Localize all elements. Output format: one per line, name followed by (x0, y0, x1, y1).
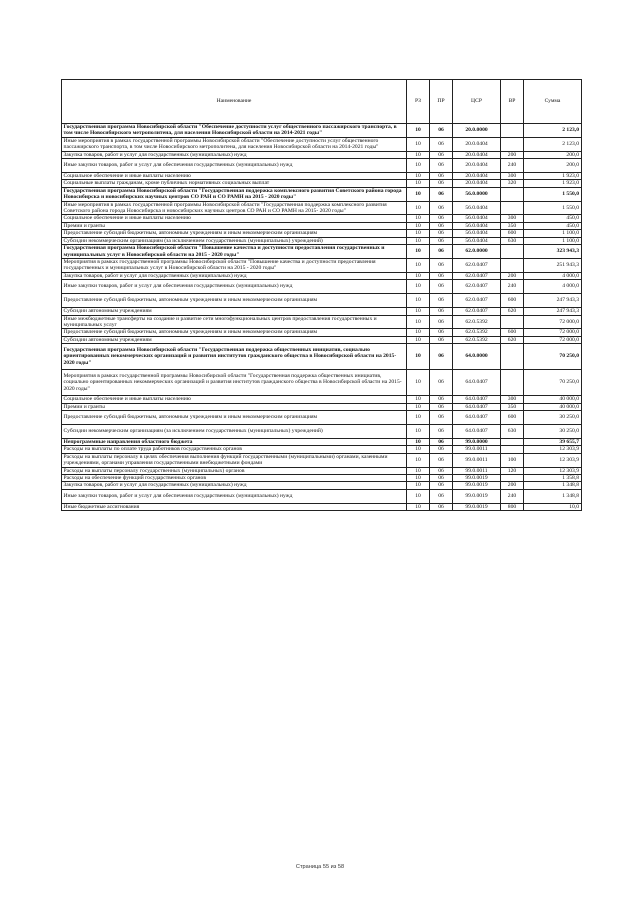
cell-name: Субсидии некоммерческим организациям (за исключением государственных (муниципальных) учреждений) (62, 237, 407, 244)
cell-csr: 56.0.0404 (453, 201, 501, 215)
cell-name: Иные мероприятия в рамках государственной программы Новосибирской области "Обеспечение доступности услуг общественного пассажирского транспорта, в том числе Новосибирского метрополитена, для населения Новосибирской области на 2014-2021 годы" (62, 137, 407, 151)
cell-rz: 10 (407, 410, 430, 424)
cell-pr: 06 (430, 489, 453, 503)
cell-name: Расходы на выплаты по оплате труда работников государственных органов (62, 446, 407, 453)
cell-sum: 1 348,8 (524, 482, 582, 489)
cell-pr: 06 (430, 424, 453, 438)
cell-vr (501, 187, 524, 201)
cell-vr (501, 344, 524, 370)
cell-csr: 99.0.0011 (453, 467, 501, 474)
cell-csr: 62.0.0000 (453, 245, 501, 259)
cell-vr (501, 370, 524, 396)
cell-sum: 12 303,9 (524, 467, 582, 474)
cell-csr: 99.0.0019 (453, 475, 501, 482)
table-row (62, 201, 582, 215)
cell-pr: 06 (430, 475, 453, 482)
header-vr: ВР (501, 80, 524, 124)
table-row (62, 258, 582, 272)
table-row (62, 503, 582, 510)
table-row (62, 180, 582, 187)
cell-csr: 62.0.0407 (453, 272, 501, 279)
cell-name: Государственная программа Новосибирской области "Обеспечение доступности услуг общественного пассажирского транспорта, в том числе Новосибирского метрополитена, для населения Новосибирской области на 2014-2021 годы" (62, 124, 407, 138)
cell-sum: 1 358,8 (524, 475, 582, 482)
cell-name: Социальное обеспечение и иные выплаты населению (62, 173, 407, 180)
cell-sum: 10,0 (524, 503, 582, 510)
cell-rz: 10 (407, 201, 430, 215)
cell-name: Премии и гранты (62, 403, 407, 410)
cell-sum: 450,0 (524, 215, 582, 222)
cell-rz: 10 (407, 280, 430, 294)
cell-csr: 20.0.0404 (453, 180, 501, 187)
cell-name: Непрограммные направления областного бюджета (62, 438, 407, 445)
cell-name: Предоставление субсидий бюджетным, автономным учреждениям и иным некоммерческим организациям (62, 230, 407, 237)
table-row (62, 403, 582, 410)
cell-rz: 10 (407, 159, 430, 173)
cell-rz: 10 (407, 475, 430, 482)
cell-pr: 06 (430, 438, 453, 445)
cell-sum: 70 250,0 (524, 370, 582, 396)
cell-vr: 600 (501, 294, 524, 308)
cell-name: Субсидии некоммерческим организациям (за исключением государственных (муниципальных) учреждений) (62, 424, 407, 438)
cell-csr: 20.0.0404 (453, 159, 501, 173)
table-row (62, 467, 582, 474)
cell-rz: 10 (407, 308, 430, 315)
cell-vr (501, 245, 524, 259)
header-sum: Сумма (524, 80, 582, 124)
cell-pr: 06 (430, 237, 453, 244)
cell-sum: 1 550,0 (524, 201, 582, 215)
table-row (62, 245, 582, 259)
cell-pr: 06 (430, 329, 453, 336)
cell-vr: 630 (501, 237, 524, 244)
cell-pr: 06 (430, 344, 453, 370)
cell-pr: 06 (430, 453, 453, 467)
cell-vr (501, 475, 524, 482)
cell-sum: 1 923,0 (524, 173, 582, 180)
cell-csr: 99.0.0019 (453, 482, 501, 489)
cell-csr: 99.0.0000 (453, 438, 501, 445)
cell-vr: 240 (501, 489, 524, 503)
cell-rz: 10 (407, 344, 430, 370)
cell-sum: 2 123,0 (524, 137, 582, 151)
cell-sum: 1 550,0 (524, 187, 582, 201)
cell-pr: 06 (430, 245, 453, 259)
cell-rz: 10 (407, 222, 430, 229)
cell-csr: 56.0.0404 (453, 215, 501, 222)
table-row (62, 124, 582, 138)
table-row (62, 446, 582, 453)
table-row (62, 315, 582, 329)
table-row (62, 453, 582, 467)
header-csr: ЦСР (453, 80, 501, 124)
cell-rz: 10 (407, 424, 430, 438)
header-name: Наименование (62, 80, 407, 124)
table-row (62, 230, 582, 237)
table-row (62, 308, 582, 315)
cell-pr: 06 (430, 272, 453, 279)
cell-name: Государственная программа Новосибирской области "Государственная поддержка общественных инициатив, социально ориентированных некоммерческих организаций и развития институтов гражданского общества в Новосибирской области на 2015-2020 годы" (62, 344, 407, 370)
cell-name: Социальные выплаты гражданам, кроме публичных нормативных социальных выплат (62, 180, 407, 187)
cell-rz: 10 (407, 453, 430, 467)
cell-rz: 10 (407, 489, 430, 503)
table-row (62, 222, 582, 229)
table-row (62, 438, 582, 445)
cell-vr: 300 (501, 173, 524, 180)
cell-sum: 70 250,0 (524, 344, 582, 370)
cell-csr: 62.0.5392 (453, 336, 501, 343)
cell-sum: 251 943,3 (524, 258, 582, 272)
cell-pr: 06 (430, 308, 453, 315)
table-row (62, 294, 582, 308)
cell-rz: 10 (407, 272, 430, 279)
cell-csr: 56.0.0404 (453, 222, 501, 229)
cell-csr: 20.0.0404 (453, 137, 501, 151)
cell-sum: 4 000,0 (524, 280, 582, 294)
cell-pr: 06 (430, 137, 453, 151)
cell-vr: 300 (501, 396, 524, 403)
table-row (62, 370, 582, 396)
cell-rz: 10 (407, 173, 430, 180)
cell-sum: 1 923,0 (524, 180, 582, 187)
table-row (62, 489, 582, 503)
cell-csr: 62.0.0407 (453, 308, 501, 315)
cell-rz: 10 (407, 137, 430, 151)
cell-vr: 240 (501, 159, 524, 173)
cell-pr: 06 (430, 396, 453, 403)
cell-csr: 62.0.0407 (453, 280, 501, 294)
cell-csr: 99.0.0019 (453, 489, 501, 503)
cell-name: Предоставление субсидий бюджетным, автономным учреждениям и иным некоммерческим организациям (62, 410, 407, 424)
cell-name: Государственная программа Новосибирской области "Государственная поддержка комплексного развития Советского района города Новосибирска и новосибирских научных центров СО РАН и СО РАМН на 2015 - 2020 годы" (62, 187, 407, 201)
cell-name: Иные межбюджетные трансферты на создание и развитие сети многофункциональных центров предоставления государственных и муниципальных услуг (62, 315, 407, 329)
table-row (62, 159, 582, 173)
table-row (62, 410, 582, 424)
cell-csr: 64.0.0407 (453, 370, 501, 396)
cell-rz: 10 (407, 230, 430, 237)
cell-name: Иные закупки товаров, работ и услуг для обеспечения государственных (муниципальных) нужд (62, 159, 407, 173)
cell-vr (501, 315, 524, 329)
cell-csr: 64.0.0000 (453, 344, 501, 370)
cell-csr: 64.0.0407 (453, 396, 501, 403)
cell-csr: 64.0.0407 (453, 424, 501, 438)
table-row (62, 482, 582, 489)
cell-vr: 240 (501, 280, 524, 294)
cell-vr: 600 (501, 230, 524, 237)
cell-csr: 62.0.5392 (453, 329, 501, 336)
cell-pr: 06 (430, 159, 453, 173)
cell-name: Закупка товаров, работ и услуг для государственных (муниципальных) нужд (62, 151, 407, 158)
cell-sum: 247 943,3 (524, 308, 582, 315)
cell-csr: 62.0.5392 (453, 315, 501, 329)
cell-vr (501, 258, 524, 272)
cell-vr: 800 (501, 503, 524, 510)
table-row (62, 280, 582, 294)
table-row (62, 151, 582, 158)
cell-csr: 64.0.0407 (453, 410, 501, 424)
table-row (62, 344, 582, 370)
cell-csr: 56.0.0404 (453, 237, 501, 244)
table-row (62, 336, 582, 343)
cell-rz: 10 (407, 294, 430, 308)
budget-table-container (61, 79, 581, 511)
page-number: Страница 55 из 58 (295, 864, 345, 870)
cell-vr: 200 (501, 482, 524, 489)
cell-rz: 10 (407, 180, 430, 187)
table-body (62, 124, 582, 511)
cell-rz: 10 (407, 438, 430, 445)
cell-sum: 200,0 (524, 159, 582, 173)
budget-table (61, 79, 582, 511)
cell-name: Субсидии автономным учреждениям (62, 308, 407, 315)
cell-vr: 620 (501, 336, 524, 343)
cell-csr: 99.0.0011 (453, 453, 501, 467)
cell-vr: 200 (501, 151, 524, 158)
cell-rz: 10 (407, 503, 430, 510)
cell-rz: 10 (407, 124, 430, 138)
cell-pr: 06 (430, 403, 453, 410)
cell-sum: 1 348,8 (524, 489, 582, 503)
cell-pr: 06 (430, 315, 453, 329)
cell-sum: 72 000,0 (524, 336, 582, 343)
cell-sum: 1 100,0 (524, 230, 582, 237)
cell-rz: 10 (407, 245, 430, 259)
cell-sum: 323 943,3 (524, 245, 582, 259)
cell-csr: 99.0.0019 (453, 503, 501, 510)
cell-pr: 06 (430, 336, 453, 343)
table-row (62, 187, 582, 201)
cell-pr: 06 (430, 180, 453, 187)
header-pr: ПР (430, 80, 453, 124)
cell-name: Социальное обеспечение и иные выплаты населению (62, 215, 407, 222)
cell-vr: 620 (501, 308, 524, 315)
cell-name: Субсидии автономным учреждениям (62, 336, 407, 343)
cell-pr: 06 (430, 370, 453, 396)
cell-vr: 350 (501, 403, 524, 410)
cell-pr: 06 (430, 187, 453, 201)
table-row (62, 424, 582, 438)
cell-sum: 40 000,0 (524, 396, 582, 403)
cell-pr: 06 (430, 215, 453, 222)
cell-vr: 100 (501, 453, 524, 467)
cell-sum: 30 250,0 (524, 424, 582, 438)
cell-csr: 20.0.0404 (453, 173, 501, 180)
cell-rz: 10 (407, 315, 430, 329)
table-row (62, 475, 582, 482)
cell-pr: 06 (430, 201, 453, 215)
cell-name: Предоставление субсидий бюджетным, автономным учреждениям и иным некоммерческим организациям (62, 294, 407, 308)
cell-rz: 10 (407, 370, 430, 396)
cell-name: Государственная программа Новосибирской области "Повышение качества и доступности предоставления государственных и муниципальных услуг в Новосибирской области на 2015 - 2020 годы" (62, 245, 407, 259)
cell-rz: 10 (407, 258, 430, 272)
table-row (62, 237, 582, 244)
cell-sum: 200,0 (524, 151, 582, 158)
cell-csr: 20.0.0404 (453, 151, 501, 158)
cell-sum: 72 000,0 (524, 315, 582, 329)
cell-pr: 06 (430, 173, 453, 180)
cell-pr: 06 (430, 258, 453, 272)
cell-csr: 56.0.0404 (453, 230, 501, 237)
cell-vr: 600 (501, 329, 524, 336)
cell-vr: 320 (501, 180, 524, 187)
cell-name: Социальное обеспечение и иные выплаты населению (62, 396, 407, 403)
cell-name: Иные закупки товаров, работ и услуг для обеспечения государственных (муниципальных) нужд (62, 489, 407, 503)
cell-rz: 10 (407, 215, 430, 222)
cell-sum: 72 000,0 (524, 329, 582, 336)
table-row (62, 329, 582, 336)
cell-name: Мероприятия в рамках государственной программы Новосибирской области "Повышение качества и доступности предоставления государственных и муниципальных услуг в Новосибирской области на 2015 - 2020 годы" (62, 258, 407, 272)
cell-name: Расходы на выплаты персоналу в целях обеспечения выполнения функций государственными (муниципальными) органами, казенными учреждениями, органами управления государственными внебюджетными фондами (62, 453, 407, 467)
cell-pr: 06 (430, 410, 453, 424)
cell-rz: 10 (407, 482, 430, 489)
cell-name: Закупка товаров, работ и услуг для государственных (муниципальных) нужд (62, 482, 407, 489)
cell-name: Мероприятия в рамках государственной программы Новосибирской области "Государственная поддержка общественных инициатив, социально ориентированных некоммерческих организаций и развития институтов гражданского общества в Новосибирской области на 2015-2020 годы" (62, 370, 407, 396)
cell-name: Закупка товаров, работ и услуг для государственных (муниципальных) нужд (62, 272, 407, 279)
cell-vr (501, 438, 524, 445)
cell-pr: 06 (430, 294, 453, 308)
cell-rz: 10 (407, 329, 430, 336)
cell-name: Расходы на выплаты персоналу государственных (муниципальных) органов (62, 467, 407, 474)
cell-csr: 56.0.0000 (453, 187, 501, 201)
cell-csr: 62.0.0407 (453, 258, 501, 272)
cell-vr: 600 (501, 410, 524, 424)
cell-rz: 10 (407, 403, 430, 410)
table-row (62, 173, 582, 180)
cell-vr (501, 446, 524, 453)
cell-rz: 10 (407, 237, 430, 244)
cell-name: Расходы на обеспечение функций государственных органов (62, 475, 407, 482)
cell-pr: 06 (430, 280, 453, 294)
cell-pr: 06 (430, 446, 453, 453)
cell-sum: 39 655,7 (524, 438, 582, 445)
cell-csr: 64.0.0407 (453, 403, 501, 410)
cell-sum: 2 123,0 (524, 124, 582, 138)
cell-name: Премии и гранты (62, 222, 407, 229)
cell-vr: 120 (501, 467, 524, 474)
cell-csr: 99.0.0011 (453, 446, 501, 453)
cell-sum: 12 303,9 (524, 446, 582, 453)
cell-vr (501, 201, 524, 215)
table-row (62, 272, 582, 279)
cell-rz: 10 (407, 187, 430, 201)
table-row (62, 215, 582, 222)
cell-name: Иные закупки товаров, работ и услуг для обеспечения государственных (муниципальных) нужд (62, 280, 407, 294)
cell-sum: 30 250,0 (524, 410, 582, 424)
cell-pr: 06 (430, 151, 453, 158)
cell-pr: 06 (430, 467, 453, 474)
cell-pr: 06 (430, 482, 453, 489)
cell-sum: 247 943,3 (524, 294, 582, 308)
table-row (62, 396, 582, 403)
cell-name: Предоставление субсидий бюджетным, автономным учреждениям и иным некоммерческим организациям (62, 329, 407, 336)
cell-rz: 10 (407, 396, 430, 403)
cell-name: Иные мероприятия в рамках государственной программы Новосибирской области "Государственная поддержка комплексного развития Советского района города Новосибирска и новосибирских научных центров СО РАН и СО РАМН на 2015- 2020 годы" (62, 201, 407, 215)
table-header-row (62, 80, 582, 124)
cell-pr: 06 (430, 503, 453, 510)
cell-rz: 10 (407, 151, 430, 158)
table-row (62, 137, 582, 151)
cell-pr: 06 (430, 124, 453, 138)
cell-vr: 200 (501, 272, 524, 279)
cell-rz: 10 (407, 446, 430, 453)
cell-vr: 300 (501, 215, 524, 222)
cell-rz: 10 (407, 467, 430, 474)
cell-vr (501, 137, 524, 151)
cell-vr (501, 124, 524, 138)
cell-sum: 450,0 (524, 222, 582, 229)
cell-sum: 40 000,0 (524, 403, 582, 410)
cell-sum: 4 000,0 (524, 272, 582, 279)
cell-name: Иные бюджетные ассигнования (62, 503, 407, 510)
cell-sum: 12 303,9 (524, 453, 582, 467)
cell-rz: 10 (407, 336, 430, 343)
cell-csr: 20.0.0000 (453, 124, 501, 138)
header-rz: РЗ (407, 80, 430, 124)
cell-sum: 1 100,0 (524, 237, 582, 244)
cell-pr: 06 (430, 230, 453, 237)
cell-pr: 06 (430, 222, 453, 229)
cell-vr: 630 (501, 424, 524, 438)
cell-vr: 350 (501, 222, 524, 229)
cell-csr: 62.0.0407 (453, 294, 501, 308)
